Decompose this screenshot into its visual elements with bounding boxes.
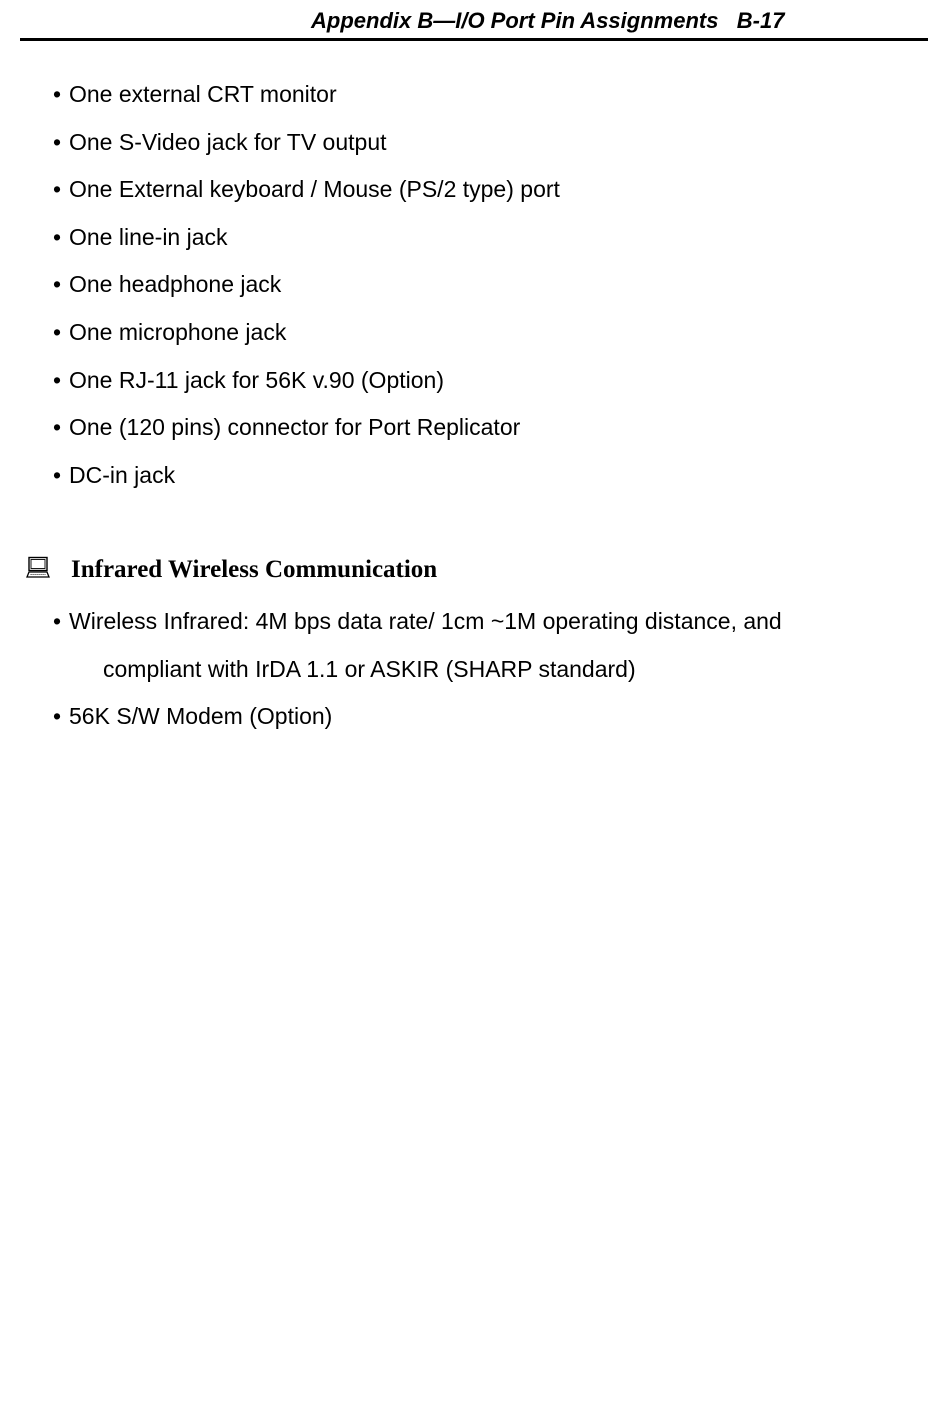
page-header [0,6,950,40]
header-rule [20,38,928,41]
list-item-continuation: compliant with IrDA 1.1 or ASKIR (SHARP standard) [103,655,636,682]
bullet-icon: • [53,366,62,393]
bullet-icon: • [53,223,62,250]
list-item [53,360,560,408]
list-item-text: 56K S/W Modem (Option) [69,703,333,730]
list-item-text: Wireless Infrared: 4M bps data rate/ 1cm ~1M operating distance, and [69,608,782,634]
list-item [53,312,560,360]
bullet-icon: • [53,461,62,488]
bullet-icon: • [53,81,62,107]
list-item-text: One S-Video jack for TV output [69,128,387,155]
bullet-icon: • [53,414,62,441]
header-title: Appendix B—I/O Port Pin Assignments B-17 [311,8,785,33]
list-item [53,693,782,741]
list-item-text: One headphone jack [69,271,282,298]
list-item-text: DC-in jack [69,461,176,488]
bullet-icon: • [53,703,62,730]
list-item [53,217,560,265]
list-item [53,122,560,170]
list-item [53,169,560,217]
list-item [53,74,560,122]
bullet-icon: • [53,128,62,155]
laptop-icon [26,556,50,580]
list-item [53,455,560,503]
list-item-text: One (120 pins) connector for Port Replicator [69,414,521,441]
bullet-icon: • [53,176,62,203]
section-list [53,598,782,741]
list-item [53,264,560,312]
list-item-text: One microphone jack [69,318,287,345]
list-item [53,598,782,693]
list-item-text: One RJ-11 jack for 56K v.90 (Option) [69,366,444,393]
list-item-text: One line-in jack [69,223,228,250]
bullet-icon: • [53,318,62,345]
port-list [53,74,560,502]
list-item-text: One External keyboard / Mouse (PS/2 type) port [69,176,560,203]
section-title: Infrared Wireless Communication [71,556,438,583]
bullet-icon: • [53,608,62,634]
list-item-text: One external CRT monitor [69,81,337,107]
list-item [53,407,560,455]
bullet-icon: • [53,271,62,298]
